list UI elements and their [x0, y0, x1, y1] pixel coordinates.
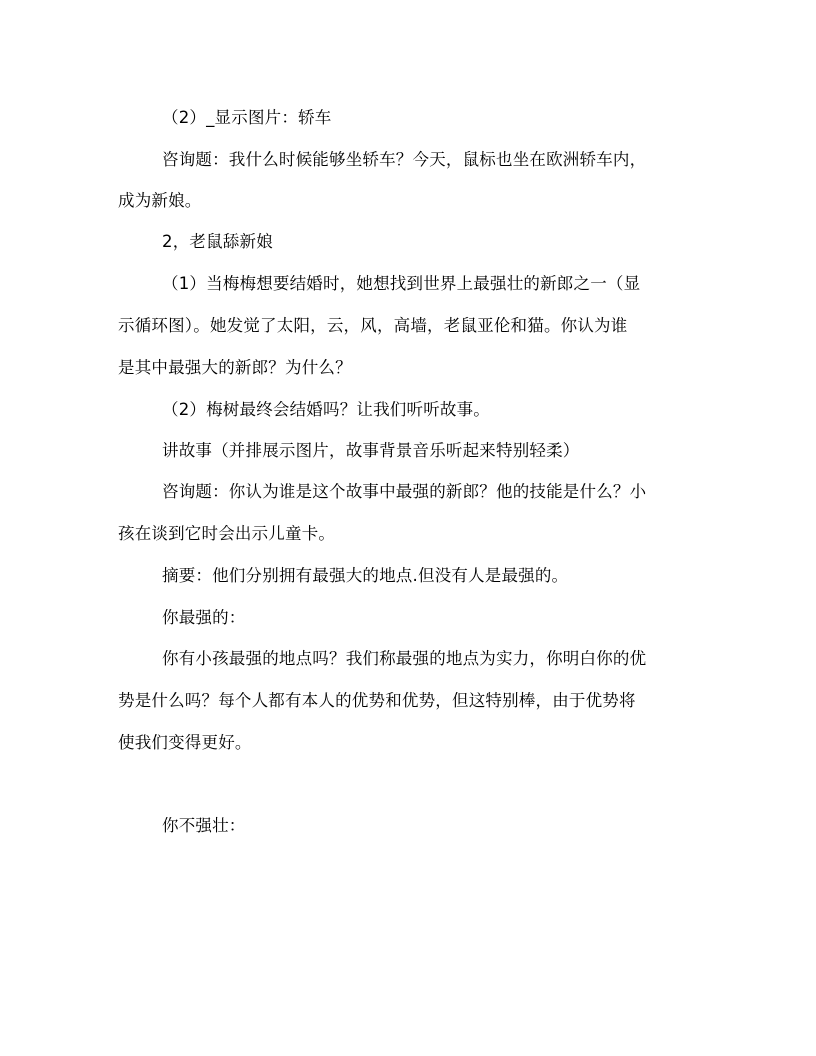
strength-paragraph-line-1: 你有小孩最强的地点吗？我们称最强的地点为实力，你明白你的优 — [162, 649, 647, 668]
strongest-heading: 你最强的： — [162, 608, 246, 627]
question-2-line-2: 孩在谈到它时会出示儿童卡。 — [118, 524, 336, 543]
item-2-heading: （2）_显示图片：轿车 — [162, 108, 332, 127]
question-line-1: 咨询题：我什么时候能够坐轿车？今天，鼠标也坐在欧洲轿车内， — [162, 150, 647, 169]
strength-paragraph-line-3: 使我们变得更好。 — [118, 733, 252, 752]
section-2-heading: 2，老鼠舔新娘 — [162, 232, 273, 251]
question-2-line-1: 咨询题：你认为谁是这个故事中最强的新郎？他的技能是什么？小 — [162, 482, 647, 501]
not-strong-heading: 你不强壮： — [162, 816, 246, 835]
paragraph-1-line-3: 是其中最强大的新郎？为什么？ — [118, 358, 352, 377]
paragraph-1-line-2: 示循环图）。她发觉了太阳，云，风，高墙，老鼠亚伦和猫。你认为谁 — [118, 316, 628, 335]
question-line-2: 成为新娘。 — [118, 191, 202, 210]
summary-line: 摘要：他们分别拥有最强大的地点.但没有人是最强的。 — [162, 566, 569, 585]
strength-paragraph-line-2: 势是什么吗？每个人都有本人的优势和优势，但这特别棒，由于优势将 — [118, 691, 636, 710]
paragraph-1-line-1: （1）当梅梅想要结婚时，她想找到世界上最强壮的新郎之一（显 — [162, 274, 641, 293]
paragraph-2: （2）梅树最终会结婚吗？让我们听听故事。 — [162, 400, 490, 419]
storytelling-line: 讲故事（并排展示图片，故事背景音乐听起来特别轻柔） — [162, 441, 580, 460]
